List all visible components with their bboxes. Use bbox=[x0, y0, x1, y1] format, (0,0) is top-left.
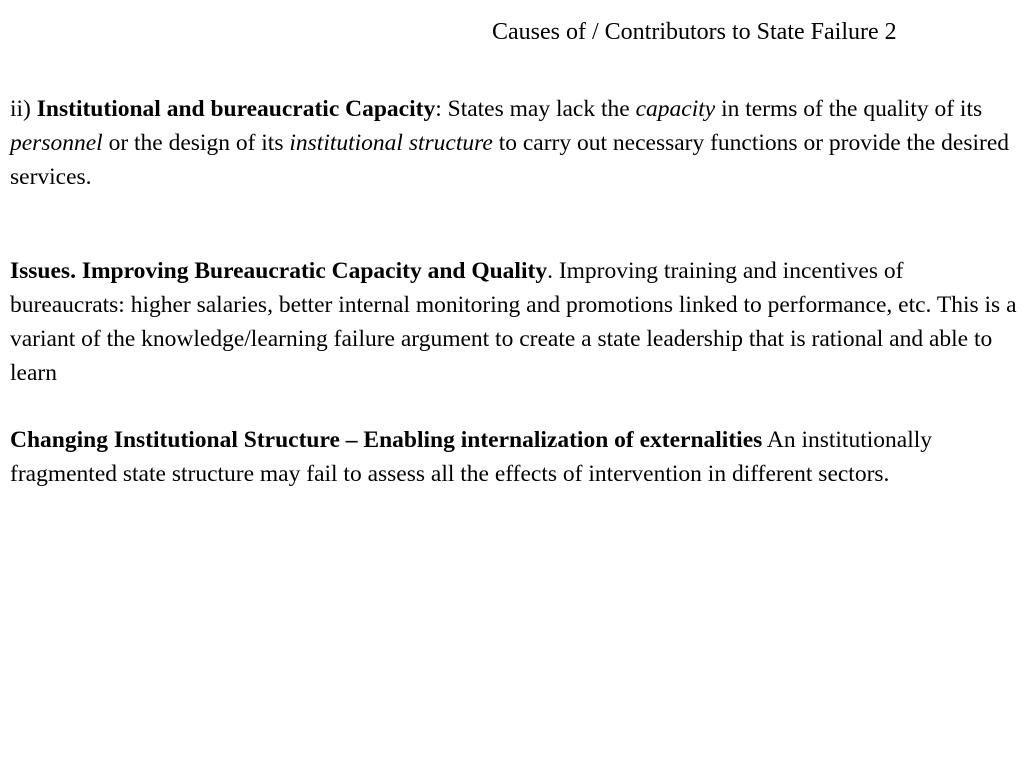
slide-title: Causes of / Contributors to State Failure 2 bbox=[492, 19, 897, 45]
paragraph-text: . Improving training and incentives of bureaucrats: higher salaries, better internal monitoring and promotions linked to performance, etc. This is a variant of the knowledge/learning failure argument to create a state leadership that is rational and able to learn bbox=[10, 258, 1017, 386]
paragraph-heading: Institutional and bureaucratic Capacity bbox=[36, 96, 436, 122]
paragraph-bureaucratic-quality bbox=[10, 254, 1018, 390]
paragraph-institutional-structure bbox=[10, 423, 1018, 491]
paragraph-text: in terms of the quality of its bbox=[715, 96, 983, 122]
emphasis-personnel: personnel bbox=[10, 130, 103, 156]
paragraph-heading: Changing Institutional Structure – Enabling internalization of externalities bbox=[10, 427, 763, 453]
emphasis-capacity: capacity bbox=[635, 96, 716, 122]
paragraph-heading: Issues. Improving Bureaucratic Capacity and Quality bbox=[10, 258, 548, 284]
emphasis-institutional-structure: institutional structure bbox=[289, 130, 493, 156]
paragraph-text: An institutionally fragmented state structure may fail to assess all the effects of intervention in different sectors. bbox=[10, 427, 932, 487]
paragraph-text: to carry out necessary functions or provide the desired services. bbox=[10, 130, 1010, 190]
paragraph-institutional-capacity bbox=[10, 92, 1018, 194]
paragraph-prefix: ii) bbox=[10, 96, 37, 122]
paragraph-text: or the design of its bbox=[102, 130, 290, 156]
paragraph-text: : States may lack the bbox=[435, 96, 636, 122]
